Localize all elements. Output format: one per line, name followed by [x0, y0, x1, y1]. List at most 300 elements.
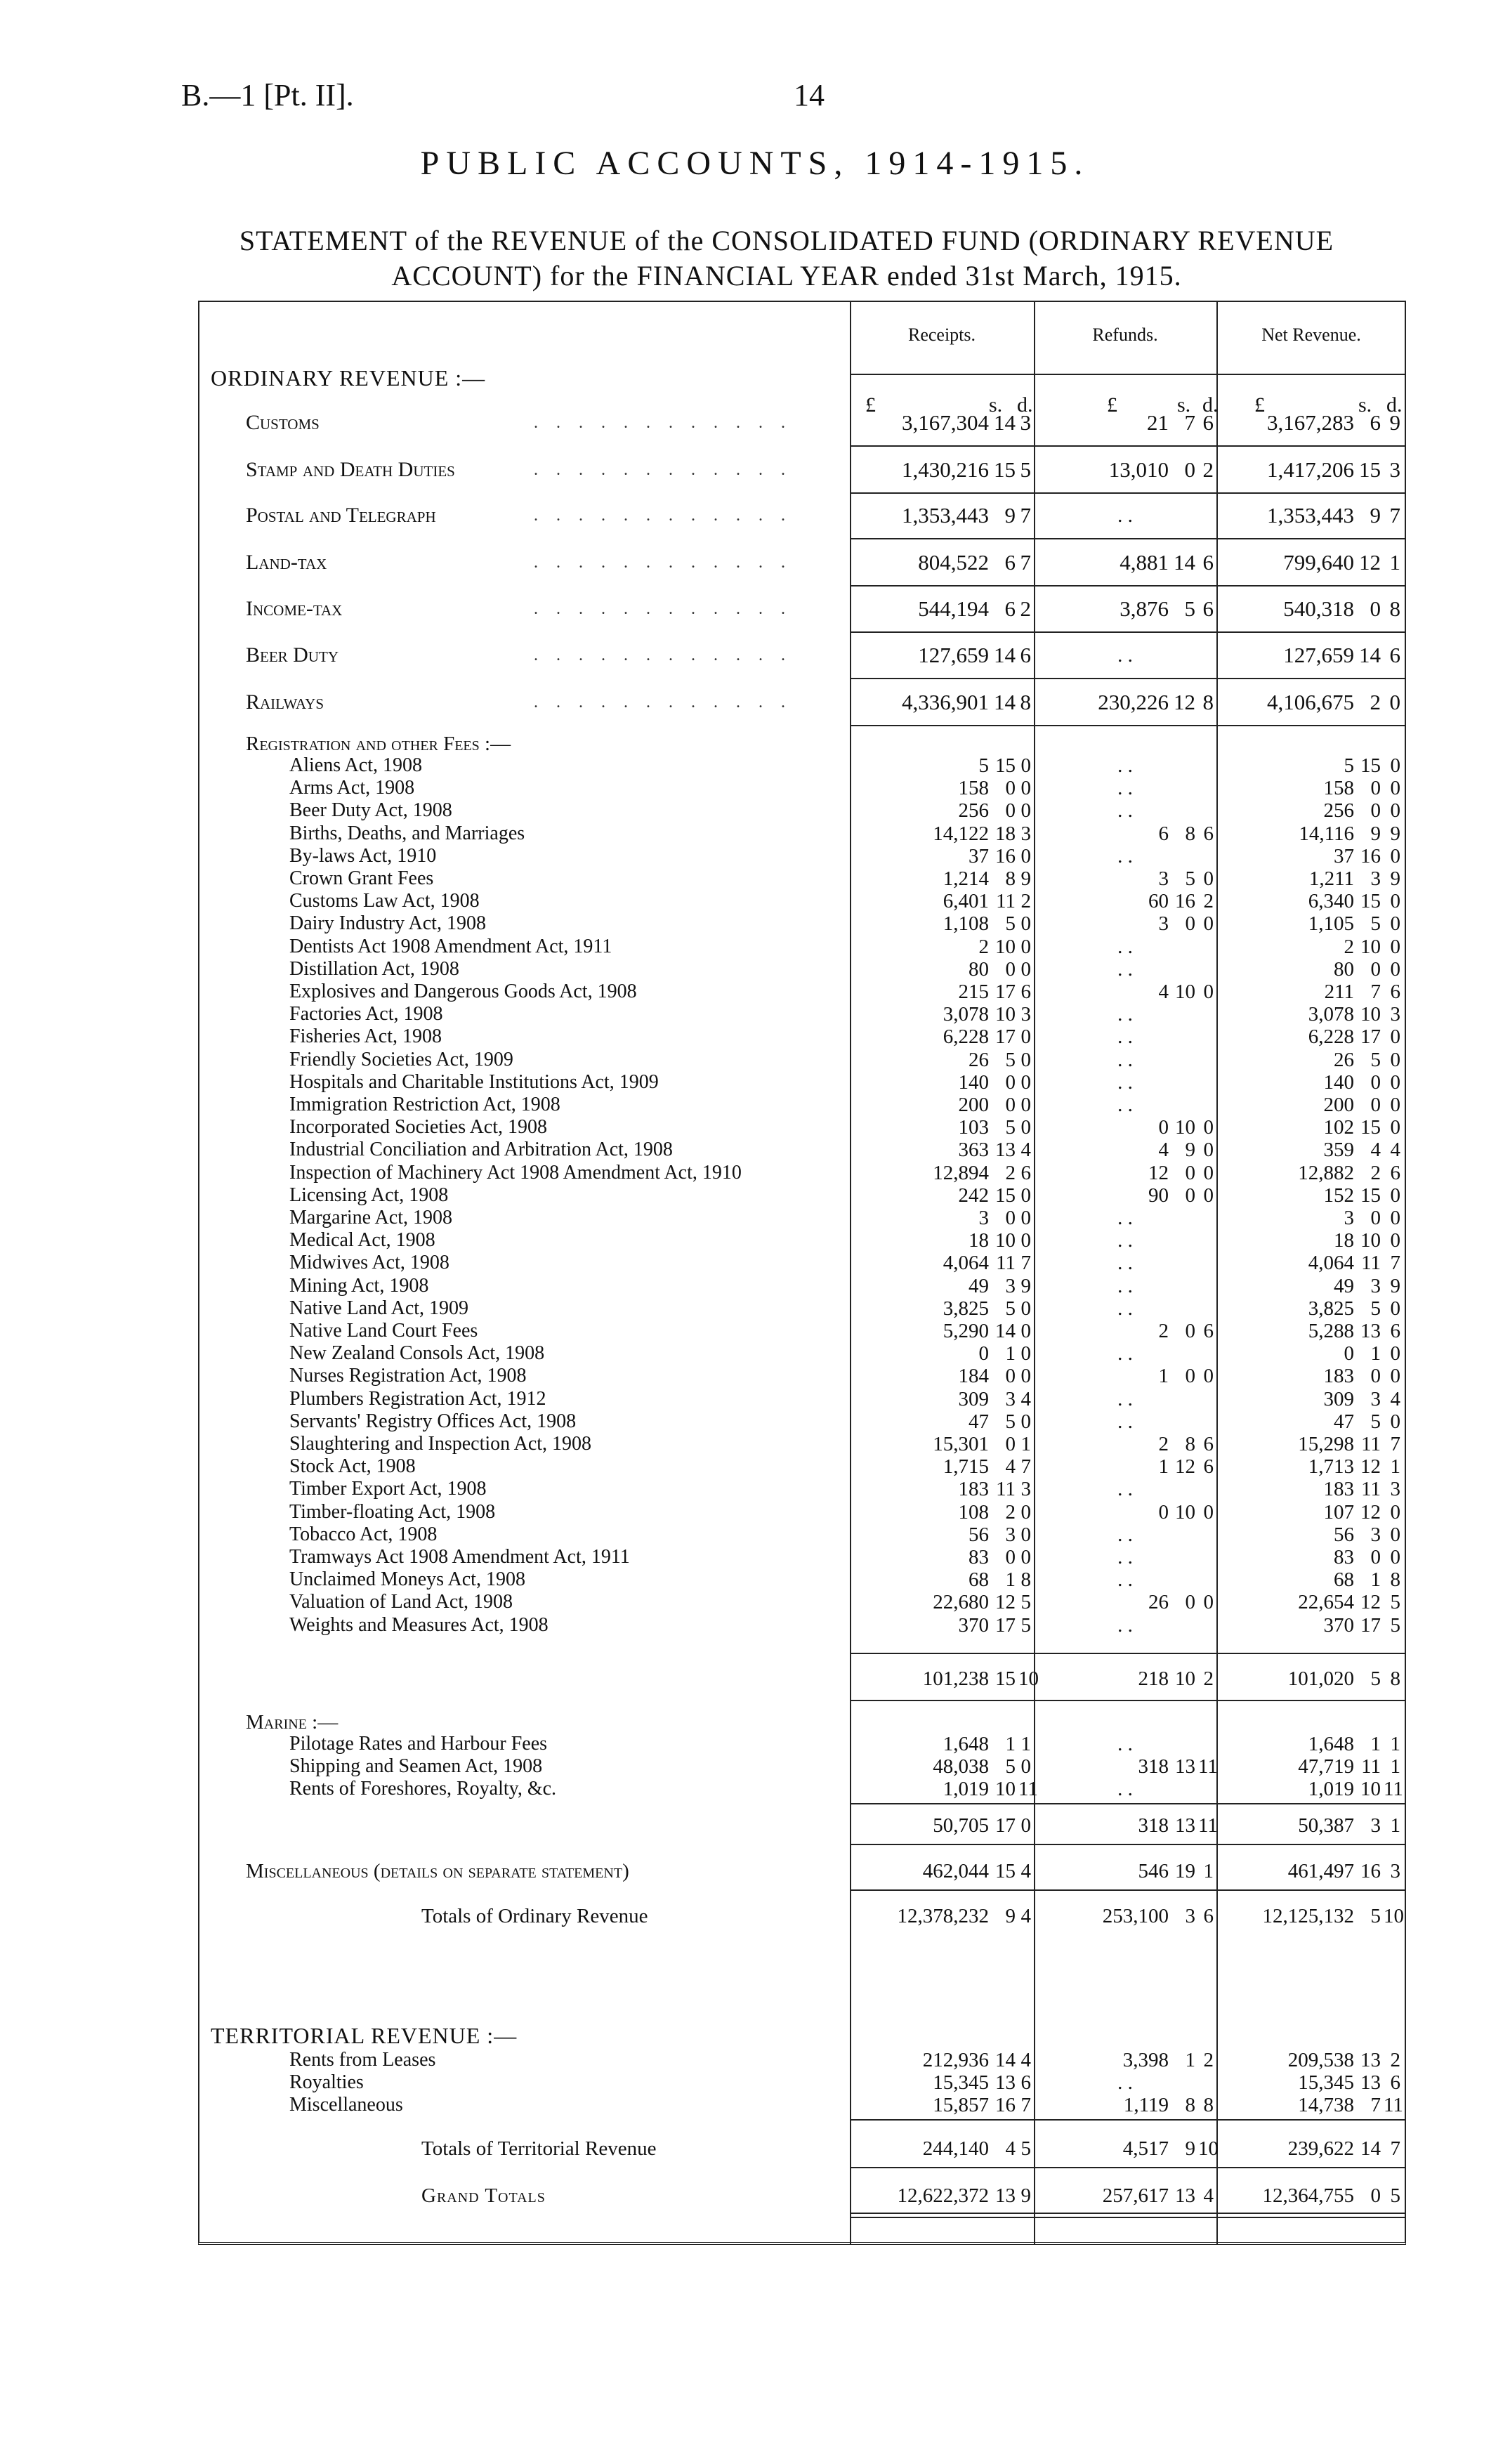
- receipts-d: 11: [1018, 1778, 1038, 1800]
- refunds-d: 0: [1203, 912, 1214, 935]
- net-d: 0: [1390, 1184, 1400, 1207]
- net-d: 8: [1390, 1667, 1400, 1690]
- refunds-nil: . .: [1117, 1275, 1133, 1297]
- fee-item-label: Tobacco Act, 1908: [289, 1523, 438, 1545]
- net-pounds: 3: [1344, 1207, 1354, 1229]
- receipts-d: 7: [1020, 1455, 1031, 1478]
- column-header-refunds: Refunds.: [1092, 325, 1158, 345]
- net-sh: 10: [1360, 1229, 1381, 1252]
- net-pounds: 183: [1323, 1478, 1354, 1500]
- receipts-d: 8: [1020, 690, 1031, 714]
- column-header-rule: [850, 374, 1406, 375]
- net-sh: 12: [1360, 1591, 1381, 1613]
- refunds-pounds: 4: [1158, 981, 1169, 1003]
- net-d: 5: [1390, 1591, 1400, 1613]
- revenue-item-label: Customs: [246, 411, 320, 434]
- dot-leader: . . . . . . . . . . . .: [534, 461, 792, 479]
- refunds-pounds: 0: [1158, 1116, 1169, 1139]
- refunds-nil: . .: [1117, 1342, 1133, 1365]
- receipts-d: 7: [1020, 1252, 1031, 1274]
- fee-item-label: Births, Deaths, and Marriages: [289, 823, 525, 844]
- receipts-sh: 1: [1005, 1568, 1016, 1591]
- fee-item-label: Plumbers Registration Act, 1912: [289, 1388, 546, 1410]
- refunds-nil: . .: [1117, 1523, 1133, 1546]
- refunds-sh: 0: [1185, 1591, 1195, 1613]
- net-sh: 0: [1370, 1094, 1381, 1116]
- net-d: 11: [1384, 1778, 1403, 1800]
- refunds-pounds: 60: [1148, 890, 1169, 912]
- fee-item-label: Native Land Act, 1909: [289, 1297, 469, 1319]
- net-pounds: 3,078: [1308, 1003, 1354, 1025]
- net-pounds: 14,116: [1299, 823, 1354, 845]
- receipts-pounds: 212,936: [922, 2049, 989, 2071]
- net-sh: 12: [1359, 550, 1381, 575]
- receipts-d: 0: [1020, 777, 1031, 799]
- receipts-sh: 8: [1005, 867, 1016, 890]
- refunds-nil: . .: [1117, 936, 1133, 958]
- dot-leader: . . . . . . . . . . . .: [534, 693, 792, 712]
- net-sh: 11: [1361, 1478, 1381, 1500]
- refunds-sh: 12: [1175, 1455, 1195, 1478]
- refunds-sh: 10: [1175, 981, 1195, 1003]
- receipts-sh: 0: [1005, 799, 1016, 822]
- net-sh: 5: [1370, 1049, 1381, 1071]
- net-sh: 1: [1370, 1342, 1381, 1365]
- net-d: 3: [1389, 457, 1400, 482]
- fee-item-label: Stock Act, 1908: [289, 1455, 416, 1477]
- net-pounds: 50,387: [1298, 1814, 1354, 1837]
- refunds-nil: . .: [1117, 754, 1133, 777]
- net-sh: 0: [1370, 1365, 1381, 1387]
- receipts-sh: 5: [1005, 912, 1016, 935]
- receipts-sh: 0: [1005, 1546, 1016, 1568]
- refunds-pounds: 546: [1138, 1860, 1169, 1882]
- receipts-sh: 4: [1005, 1455, 1016, 1478]
- refunds-pounds: 257,617: [1102, 2184, 1169, 2207]
- refunds-pounds: 3,876: [1120, 596, 1169, 621]
- receipts-sh: 14: [995, 2049, 1016, 2071]
- receipts-pounds: 5,290: [943, 1320, 989, 1342]
- receipts-pounds: 12,894: [933, 1162, 989, 1184]
- refunds-d: 8: [1203, 2094, 1214, 2116]
- refunds-pounds: 6: [1158, 823, 1169, 845]
- receipts-d: 5: [1020, 1614, 1031, 1637]
- net-sh: 0: [1370, 1207, 1381, 1229]
- refunds-d: 0: [1203, 1184, 1214, 1207]
- refunds-nil: . .: [1117, 1071, 1133, 1094]
- refunds-d: 6: [1202, 550, 1214, 575]
- receipts-pounds: 140: [958, 1071, 989, 1094]
- net-d: 1: [1390, 1455, 1400, 1478]
- net-pounds: 26: [1334, 1049, 1354, 1071]
- territorial-item-label: Royalties: [289, 2071, 364, 2093]
- receipts-d: 0: [1020, 936, 1031, 958]
- receipts-pound-symbol: £: [865, 393, 876, 417]
- refunds-pounds: 1: [1158, 1455, 1169, 1478]
- receipts-pounds: 12,622,372: [897, 2184, 989, 2207]
- receipts-d: 5: [1020, 457, 1031, 482]
- net-d: 0: [1390, 958, 1400, 981]
- receipts-d: 0: [1020, 1184, 1031, 1207]
- receipts-pounds: 309: [958, 1388, 989, 1410]
- refunds-pounds: 253,100: [1102, 1905, 1169, 1927]
- receipts-sh: 17: [995, 981, 1016, 1003]
- receipts-pounds: 244,140: [922, 2137, 989, 2160]
- refunds-d: 0: [1203, 1365, 1214, 1387]
- refunds-d: 6: [1203, 1320, 1214, 1342]
- net-d: 1: [1390, 1755, 1400, 1778]
- section-heading-ordinary: ORDINARY REVENUE :—: [211, 365, 486, 391]
- receipts-pounds: 256: [958, 799, 989, 822]
- net-sh: 13: [1360, 2049, 1381, 2071]
- receipts-sh: 2: [1005, 1162, 1016, 1184]
- receipts-sh: 2: [1005, 1501, 1016, 1523]
- receipts-pounds: 0: [978, 1342, 989, 1365]
- refunds-sh: 1: [1185, 2049, 1195, 2071]
- refunds-nil: . .: [1117, 1025, 1133, 1048]
- territorial-item-label: Rents from Leases: [289, 2049, 436, 2071]
- registration-fees-heading: Registration and other Fees :—: [246, 733, 511, 755]
- fee-item-label: Beer Duty Act, 1908: [289, 799, 452, 821]
- receipts-pounds: 127,659: [918, 643, 989, 667]
- receipts-d: 3: [1020, 1478, 1031, 1500]
- refunds-nil: . .: [1117, 2071, 1133, 2094]
- dot-leader: . . . . . . . . . . . .: [534, 646, 792, 664]
- receipts-d: 6: [1020, 981, 1031, 1003]
- receipts-d: 6: [1020, 1162, 1031, 1184]
- receipts-d: 1: [1020, 1433, 1031, 1455]
- refunds-sh: 0: [1185, 1365, 1195, 1387]
- receipts-d: 0: [1020, 1229, 1031, 1252]
- miscellaneous-label: Miscellaneous (details on separate statement): [246, 1860, 629, 1882]
- net-sh: 11: [1361, 1252, 1381, 1274]
- net-sh: 5: [1370, 1297, 1381, 1320]
- net-pounds: 4,106,675: [1267, 690, 1354, 714]
- net-d: 0: [1390, 799, 1400, 822]
- receipts-pounds: 1,430,216: [902, 457, 989, 482]
- net-d: 0: [1390, 912, 1400, 935]
- refunds-nil: . .: [1117, 1546, 1133, 1568]
- receipts-sh: 17: [995, 1025, 1016, 1048]
- receipts-pounds: 3,167,304: [902, 410, 989, 435]
- refunds-nil: . .: [1117, 1003, 1133, 1025]
- revenue-item-label: Land-tax: [246, 551, 327, 574]
- receipts-sh: 10: [995, 1229, 1016, 1252]
- net-pounds: 107: [1323, 1501, 1354, 1523]
- receipts-pounds: 56: [969, 1523, 989, 1546]
- net-d: 0: [1390, 1523, 1400, 1546]
- net-sh: 1: [1370, 1568, 1381, 1591]
- receipts-pounds: 3: [978, 1207, 989, 1229]
- net-sh: 2: [1370, 1162, 1381, 1184]
- net-sh: 15: [1360, 1116, 1381, 1139]
- net-sh: 6: [1370, 410, 1381, 435]
- net-sh: 0: [1370, 2184, 1381, 2207]
- receipts-sh: 11: [996, 890, 1016, 912]
- receipts-d: 9: [1020, 2184, 1031, 2207]
- receipts-sh: 13: [995, 2071, 1016, 2094]
- net-d: 0: [1390, 1297, 1400, 1320]
- receipts-pence-symbol: d.: [1017, 393, 1033, 417]
- net-shilling-symbol: s.: [1358, 393, 1372, 417]
- receipts-sh: 14: [994, 643, 1016, 667]
- revenue-item-label: Railways: [246, 690, 324, 714]
- refunds-nil: . .: [1117, 1049, 1133, 1071]
- net-d: 10: [1384, 1905, 1404, 1927]
- refunds-nil: . .: [1117, 1252, 1133, 1274]
- fee-item-label: Crown Grant Fees: [289, 867, 434, 889]
- receipts-sh: 9: [1005, 1905, 1016, 1927]
- refunds-d: 0: [1203, 1591, 1214, 1613]
- receipts-pounds: 370: [958, 1614, 989, 1637]
- receipts-sh: 5: [1005, 1410, 1016, 1433]
- fee-item-label: Weights and Measures Act, 1908: [289, 1614, 549, 1636]
- net-sh: 11: [1361, 1433, 1381, 1455]
- net-sh: 5: [1370, 1667, 1381, 1690]
- dot-leader: . . . . . . . . . . . .: [534, 414, 792, 432]
- refunds-pounds: 218: [1138, 1667, 1169, 1690]
- net-pounds: 56: [1334, 1523, 1354, 1546]
- receipts-pounds: 26: [969, 1049, 989, 1071]
- net-d: 8: [1389, 596, 1400, 621]
- refunds-d: 2: [1203, 2049, 1214, 2071]
- receipts-pounds: 18: [969, 1229, 989, 1252]
- net-sh: 11: [1361, 1755, 1381, 1778]
- receipts-d: 0: [1020, 754, 1031, 777]
- net-sh: 3: [1370, 1275, 1381, 1297]
- receipts-d: 1: [1020, 1733, 1031, 1755]
- net-d: 0: [1390, 1116, 1400, 1139]
- page-number: 14: [794, 78, 825, 112]
- fee-item-label: Midwives Act, 1908: [289, 1252, 449, 1273]
- receipts-d: 0: [1020, 1116, 1031, 1139]
- net-d: 0: [1390, 890, 1400, 912]
- receipts-pounds: 4,064: [943, 1252, 989, 1274]
- receipts-sh: 3: [1005, 1388, 1016, 1410]
- net-pence-symbol: d.: [1386, 393, 1403, 417]
- net-pounds: 152: [1323, 1184, 1354, 1207]
- net-pounds: 140: [1323, 1071, 1354, 1094]
- receipts-sh: 11: [996, 1478, 1016, 1500]
- net-sh: 16: [1360, 1860, 1381, 1882]
- receipts-pounds: 101,238: [922, 1667, 989, 1690]
- revenue-item-label: Beer Duty: [246, 643, 339, 667]
- net-sh: 7: [1370, 2094, 1381, 2116]
- net-d: 0: [1390, 1094, 1400, 1116]
- row-rule: [850, 492, 1406, 494]
- net-pounds: 1,105: [1308, 912, 1354, 935]
- net-d: 7: [1390, 1433, 1400, 1455]
- refunds-nil: . .: [1117, 1614, 1133, 1637]
- refunds-d: 1: [1203, 1860, 1214, 1882]
- revenue-item-label: Postal and Telegraph: [246, 504, 436, 527]
- receipts-sh: 13: [995, 2184, 1016, 2207]
- receipts-d: 0: [1020, 845, 1031, 867]
- net-d: 0: [1390, 1025, 1400, 1048]
- revenue-item-label: Income-tax: [246, 597, 343, 620]
- net-d: 9: [1390, 867, 1400, 890]
- net-d: 3: [1390, 1003, 1400, 1025]
- net-d: 6: [1389, 643, 1400, 667]
- refunds-pounds: 3,398: [1122, 2049, 1169, 2071]
- net-pound-symbol: £: [1254, 393, 1265, 417]
- subtitle-line-1: STATEMENT of the REVENUE of the CONSOLIDATED FUND (ORDINARY REVENUE: [239, 225, 1334, 256]
- receipts-d: 2: [1020, 890, 1031, 912]
- net-d: 4: [1390, 1139, 1400, 1161]
- refunds-pound-symbol: £: [1107, 393, 1117, 417]
- net-pounds: 200: [1323, 1094, 1354, 1116]
- receipts-pounds: 48,038: [933, 1755, 989, 1778]
- receipts-pounds: 1,214: [943, 867, 989, 890]
- net-d: 0: [1390, 1049, 1400, 1071]
- net-sh: 14: [1359, 643, 1381, 667]
- receipts-pounds: 15,857: [933, 2094, 989, 2116]
- refunds-sh: 5: [1184, 596, 1195, 621]
- refunds-nil: . .: [1117, 1094, 1133, 1116]
- receipts-sh: 14: [994, 410, 1016, 435]
- receipts-sh: 3: [1005, 1275, 1016, 1297]
- receipts-pounds: 15,301: [933, 1433, 989, 1455]
- net-sh: 14: [1360, 2137, 1381, 2160]
- refunds-pounds: 21: [1147, 410, 1169, 435]
- net-pounds: 15,298: [1298, 1433, 1354, 1455]
- refunds-nil: . .: [1117, 1568, 1133, 1591]
- net-d: 7: [1389, 503, 1400, 527]
- receipts-sh: 10: [995, 936, 1016, 958]
- receipts-sh: 0: [1005, 1365, 1016, 1387]
- receipts-pounds: 1,353,443: [902, 503, 989, 527]
- net-d: 0: [1390, 1207, 1400, 1229]
- refunds-sh: 10: [1175, 1116, 1195, 1139]
- fee-item-label: Mining Act, 1908: [289, 1275, 429, 1297]
- fee-item-label: Friendly Societies Act, 1909: [289, 1049, 513, 1070]
- receipts-sh: 10: [995, 1778, 1016, 1800]
- net-d: 11: [1384, 2094, 1403, 2116]
- receipts-d: 0: [1020, 1546, 1031, 1568]
- net-pounds: 540,318: [1283, 596, 1354, 621]
- net-sh: 5: [1370, 912, 1381, 935]
- receipts-d: 0: [1020, 1755, 1031, 1778]
- refunds-pounds: 1,119: [1123, 2094, 1169, 2116]
- receipts-d: 0: [1020, 1025, 1031, 1048]
- refunds-d: 0: [1203, 1139, 1214, 1161]
- document-title: PUBLIC ACCOUNTS, 1914-1915.: [420, 145, 1090, 182]
- receipts-sh: 0: [1005, 777, 1016, 799]
- receipts-sh: 14: [994, 690, 1016, 714]
- net-sh: 13: [1360, 2071, 1381, 2094]
- receipts-sh: 5: [1005, 1755, 1016, 1778]
- refunds-d: 6: [1203, 1455, 1214, 1478]
- net-sh: 10: [1360, 1778, 1381, 1800]
- net-pounds: 22,654: [1298, 1591, 1354, 1613]
- receipts-d: 4: [1020, 2049, 1031, 2071]
- receipts-sh: 5: [1005, 1297, 1016, 1320]
- refunds-d: 0: [1203, 981, 1214, 1003]
- net-d: 0: [1390, 1342, 1400, 1365]
- receipts-pounds: 15,345: [933, 2071, 989, 2094]
- refunds-sh: 10: [1175, 1667, 1195, 1690]
- net-pounds: 0: [1344, 1342, 1354, 1365]
- refunds-d: 8: [1202, 690, 1214, 714]
- net-pounds: 1,019: [1308, 1778, 1354, 1800]
- fee-item-label: Nurses Registration Act, 1908: [289, 1365, 527, 1387]
- refunds-d: 6: [1203, 1433, 1214, 1455]
- receipts-sh: 0: [1005, 1071, 1016, 1094]
- fee-item-label: Hospitals and Charitable Institutions Act, 1909: [289, 1071, 659, 1093]
- grand-totals-label: Grand Totals: [421, 2184, 546, 2207]
- net-sh: 17: [1360, 1614, 1381, 1637]
- net-pounds: 47,719: [1298, 1755, 1354, 1778]
- row-rule: [850, 1889, 1406, 1891]
- refunds-pounds: 3: [1158, 867, 1169, 890]
- receipts-sh: 11: [996, 1252, 1016, 1274]
- net-d: 0: [1390, 1365, 1400, 1387]
- fee-item-label: Valuation of Land Act, 1908: [289, 1591, 513, 1613]
- net-sh: 3: [1370, 1388, 1381, 1410]
- receipts-d: 8: [1020, 1568, 1031, 1591]
- refunds-pounds: 230,226: [1098, 690, 1169, 714]
- net-pounds: 461,497: [1287, 1860, 1354, 1882]
- refunds-pounds: 1: [1158, 1365, 1169, 1387]
- net-pounds: 49: [1334, 1275, 1354, 1297]
- net-d: 5: [1390, 2184, 1400, 2207]
- row-rule: [850, 1653, 1406, 1654]
- receipts-d: 2: [1020, 596, 1031, 621]
- row-rule: [850, 631, 1406, 633]
- refunds-nil: . .: [1117, 1229, 1133, 1252]
- refunds-d: 4: [1203, 2184, 1214, 2207]
- refunds-pence-symbol: d.: [1202, 393, 1219, 417]
- receipts-d: 4: [1020, 1139, 1031, 1161]
- net-pounds: 6,228: [1308, 1025, 1354, 1048]
- net-pounds: 18: [1334, 1229, 1354, 1252]
- receipts-pounds: 37: [969, 845, 989, 867]
- fee-item-label: Industrial Conciliation and Arbitration Act, 1908: [289, 1139, 673, 1160]
- dot-leader: . . . . . . . . . . . .: [534, 600, 792, 618]
- receipts-d: 0: [1020, 1342, 1031, 1365]
- net-sh: 0: [1370, 596, 1381, 621]
- refunds-sh: 8: [1185, 2094, 1195, 2116]
- net-d: 0: [1390, 777, 1400, 799]
- row-rule: [850, 2119, 1406, 2121]
- refunds-sh: 0: [1185, 1184, 1195, 1207]
- marine-item-label: Shipping and Seamen Act, 1908: [289, 1755, 543, 1777]
- marine-item-label: Rents of Foreshores, Royalty, &c.: [289, 1778, 557, 1800]
- receipts-sh: 1: [1005, 1733, 1016, 1755]
- receipts-pounds: 3,078: [943, 1003, 989, 1025]
- fee-item-label: Customs Law Act, 1908: [289, 890, 480, 912]
- refunds-sh: 10: [1175, 1501, 1195, 1523]
- receipts-sh: 15: [995, 1184, 1016, 1207]
- refunds-pounds: 2: [1158, 1433, 1169, 1455]
- receipts-d: 0: [1020, 1207, 1031, 1229]
- receipts-d: 3: [1020, 410, 1031, 435]
- receipts-pounds: 50,705: [933, 1814, 989, 1837]
- refunds-sh: 0: [1185, 1162, 1195, 1184]
- row-rule: [850, 445, 1406, 447]
- receipts-pounds: 184: [958, 1365, 989, 1387]
- receipts-d: 3: [1020, 823, 1031, 845]
- net-d: 9: [1389, 410, 1400, 435]
- receipts-pounds: 80: [969, 958, 989, 981]
- net-d: 5: [1390, 1614, 1400, 1637]
- net-pounds: 80: [1334, 958, 1354, 981]
- refunds-sh: 8: [1185, 823, 1195, 845]
- refunds-nil: . .: [1117, 644, 1133, 667]
- receipts-pounds: 6,401: [943, 890, 989, 912]
- refunds-nil: . .: [1117, 1778, 1133, 1800]
- net-sh: 15: [1359, 457, 1381, 482]
